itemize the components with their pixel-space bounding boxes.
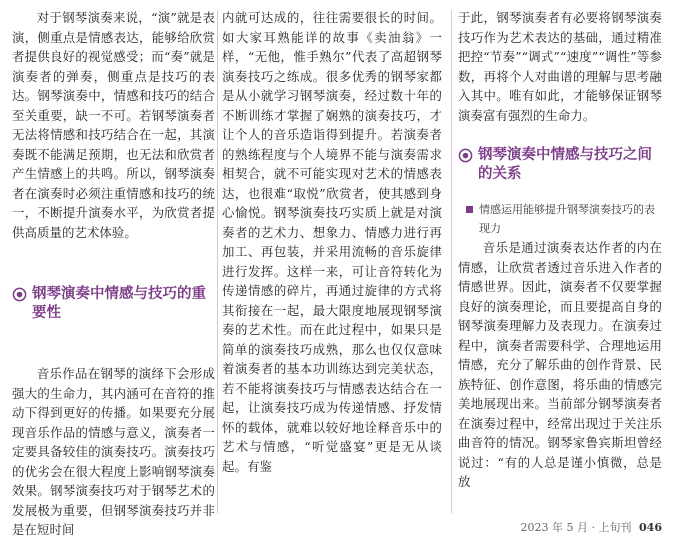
section-heading [458,146,662,184]
subsection-heading [458,200,662,238]
subsection-heading-text: 情感运用能够提升钢琴演奏技巧的表现力 [479,203,655,235]
page-number: 046 [639,521,662,534]
page-footer [521,519,662,535]
column-1 [12,8,215,540]
column-3 [458,8,662,492]
paragraph: 于此，钢琴演奏者有必要将钢琴演奏技巧作为艺术表达的基础，通过精准把控“节奏”“调式”“速度”“调性”等参数，再将个人对曲谱的理解与思考融入其中。唯有如此，才能够保证钢琴演奏富有强烈的生命力。 [458,10,662,123]
paragraph: 音乐是通过演奏表达作者的内在情感，让欣赏者透过音乐进入作者的情感世界。因此，演奏者不仅要掌握良好的演奏理论，而且要提高自身的钢琴演奏理解力及表现力。在演奏过程中，演奏者需要科学、合理地运用情感，充分了解乐曲的创作背景、民族特征、创作意图，将乐曲的情感完美地展现出来。当前部分钢琴演奏者在演奏过程中，经常出现过于关注乐曲音符的情况。钢琴家鲁宾斯坦曾经说过：“有的人总是谨小慎微，总是放 [458,240,662,489]
target-circle-icon [12,287,27,302]
column-2 [222,8,442,476]
paragraph: 对于钢琴演奏来说，“演”就是表演，侧重点是情感表达，能够给欣赏者提供良好的视觉感受；而“奏”就是演奏者的弹奏，侧重点是技巧的表达。钢琴演奏中，情感和技巧的结合至关重要，缺一不可。若钢琴演奏者无法将情感和技巧结合在一起，其演奏既不能满足预期，也无法和欣赏者产生情感上的共鸣。所以，钢琴演奏者在演奏时必须注重情感和技巧的统一，不断提升演奏水平，为欣赏者提供高质量的艺术体验。 [12,10,215,240]
section-heading-text: 钢琴演奏中情感与技巧的重要性 [32,286,206,321]
section-heading [12,285,215,323]
square-bullet-icon [466,206,473,213]
paragraph: 音乐作品在钢琴的演绎下会形成强大的生命力，其内涵可在音符的推动下得到更好的传播。如果要充分展现音乐作品的情感与意义，演奏者一定要具备较佳的演奏技巧。演奏技巧的优劣会在很大程度上影响钢琴演奏效果。钢琴演奏技巧对于钢琴艺术的发展极为重要，但钢琴演奏技巧并非是在短时间 [12,366,215,537]
column-divider-2 [451,10,452,513]
column-divider-1 [217,10,218,513]
paragraph: 内就可达成的，往往需要很长的时间。如大家耳熟能详的故事《卖油翁》一样，“无他，惟手熟尔”代表了高超钢琴演奏技巧之练成。很多优秀的钢琴家都是从小就学习钢琴演奏，经过数十年的不断训练才掌握了娴熟的演奏技巧，才让个人的音乐造诣得到提升。若演奏者的熟练程度与个人境界不能与演奏需求相契合，就不可能实现对艺术的情感表达，也很难“取悦”欣赏者，使其感到身心愉悦。钢琴演奏技巧实质上就是对演奏者的艺术力、想象力、情感力进行再加工、再包装，并采用流畅的音乐旋律进行发挥。这样一来，可让音符转化为传递情感的碎片，再通过旋律的方式将其衔接在一起，最大限度地展现钢琴演奏的艺术性。而在此过程中，如果只是简单的演奏技巧成熟，那么也仅仅意味着演奏者的基本功训练达到完美状态，若不能将演奏技巧与情感表达结合在一起，让演奏技巧成为传递情感、抒发情怀的载体，就难以较好地诠释音乐中的艺术与情感，“听觉盛宴”更是无从谈起。有鉴 [222,10,442,474]
section-heading-text: 钢琴演奏中情感与技巧之间的关系 [478,147,652,182]
footer-date: 2023 年 5 月 · 上旬刊 [520,521,632,534]
target-circle-icon [458,148,473,163]
